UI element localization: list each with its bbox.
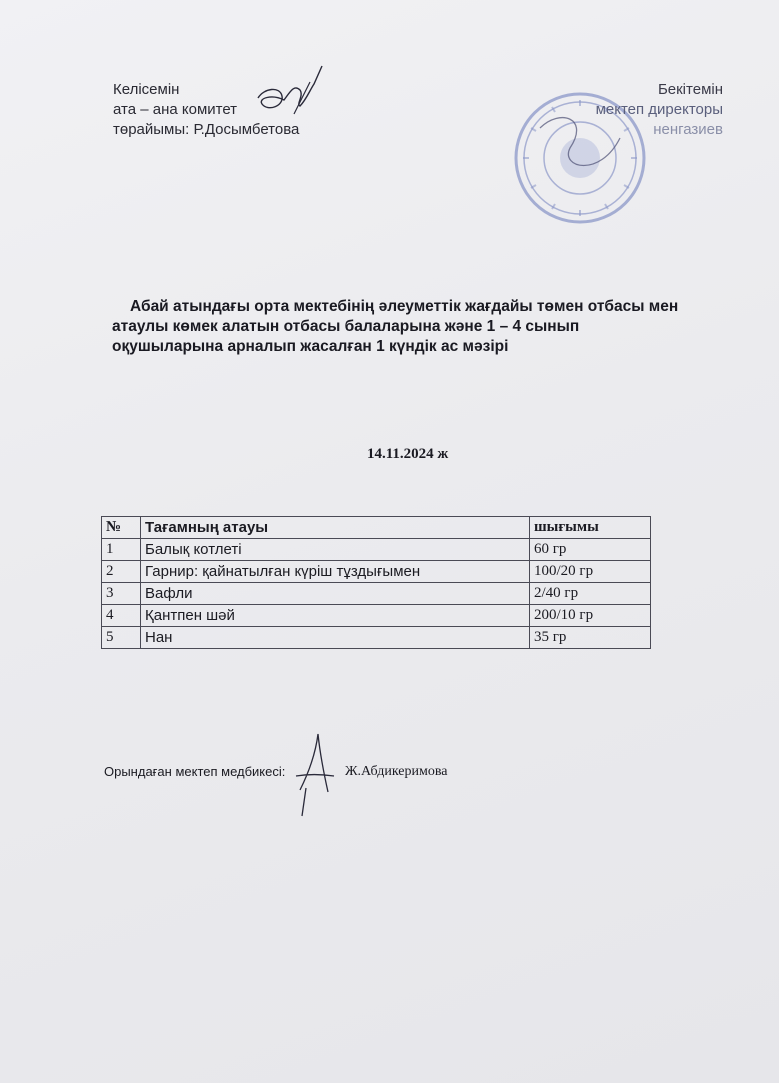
title-line1: Абай атындағы орта мектебінің әлеуметтік жағдайы төмен отбасы мен	[130, 298, 679, 315]
dish-yield: 35 гр	[530, 627, 651, 649]
table-row	[102, 627, 651, 649]
dish-yield: 100/20 гр	[530, 561, 651, 583]
nurse-signature	[290, 730, 340, 820]
dish-name: Қантпен шәй	[141, 605, 530, 627]
approval-left-line3: төрайымы: Р.Досымбетова	[113, 121, 300, 138]
approval-right-line3: ненгазиев	[653, 121, 723, 138]
row-number: 4	[102, 605, 141, 627]
document-title	[112, 297, 678, 357]
approval-left-line1: Келісемін	[113, 81, 180, 98]
menu-table	[101, 516, 651, 649]
dish-name: Нан	[141, 627, 530, 649]
title-line3: оқушыларына арналып жасалған 1 күндік ас мәзірі	[112, 338, 509, 355]
table-row	[102, 561, 651, 583]
dish-name: Балық котлеті	[141, 539, 530, 561]
approval-right-line2: мектеп директоры	[595, 101, 723, 118]
approval-left-line2: ата – ана комитет	[113, 101, 238, 118]
nurse-label: Орындаған мектеп медбикесі:	[104, 764, 286, 779]
row-number: 2	[102, 561, 141, 583]
nurse-name: Ж.Абдикеримова	[345, 764, 448, 779]
row-number: 3	[102, 583, 141, 605]
dish-yield: 60 гр	[530, 539, 651, 561]
approval-right-line1: Бекітемін	[657, 81, 723, 98]
dish-yield: 2/40 гр	[530, 583, 651, 605]
dish-name: Вафли	[141, 583, 530, 605]
table-row	[102, 539, 651, 561]
table-row	[102, 605, 651, 627]
row-number: 1	[102, 539, 141, 561]
table-header-row	[102, 517, 651, 539]
dish-yield: 200/10 гр	[530, 605, 651, 627]
row-number: 5	[102, 627, 141, 649]
dish-name: Гарнир: қайнатылған күріш тұздығымен	[141, 561, 530, 583]
table-row	[102, 583, 651, 605]
header-dish-name: Тағамның атауы	[141, 517, 530, 539]
header-number: №	[102, 517, 141, 539]
committee-signature	[250, 60, 330, 130]
header-yield: шығымы	[530, 517, 651, 539]
menu-date: 14.11.2024 ж	[367, 446, 449, 462]
approval-block-right	[560, 80, 723, 140]
title-line2: атаулы көмек алатын отбасы балаларына және 1 – 4 сынып	[112, 318, 580, 335]
